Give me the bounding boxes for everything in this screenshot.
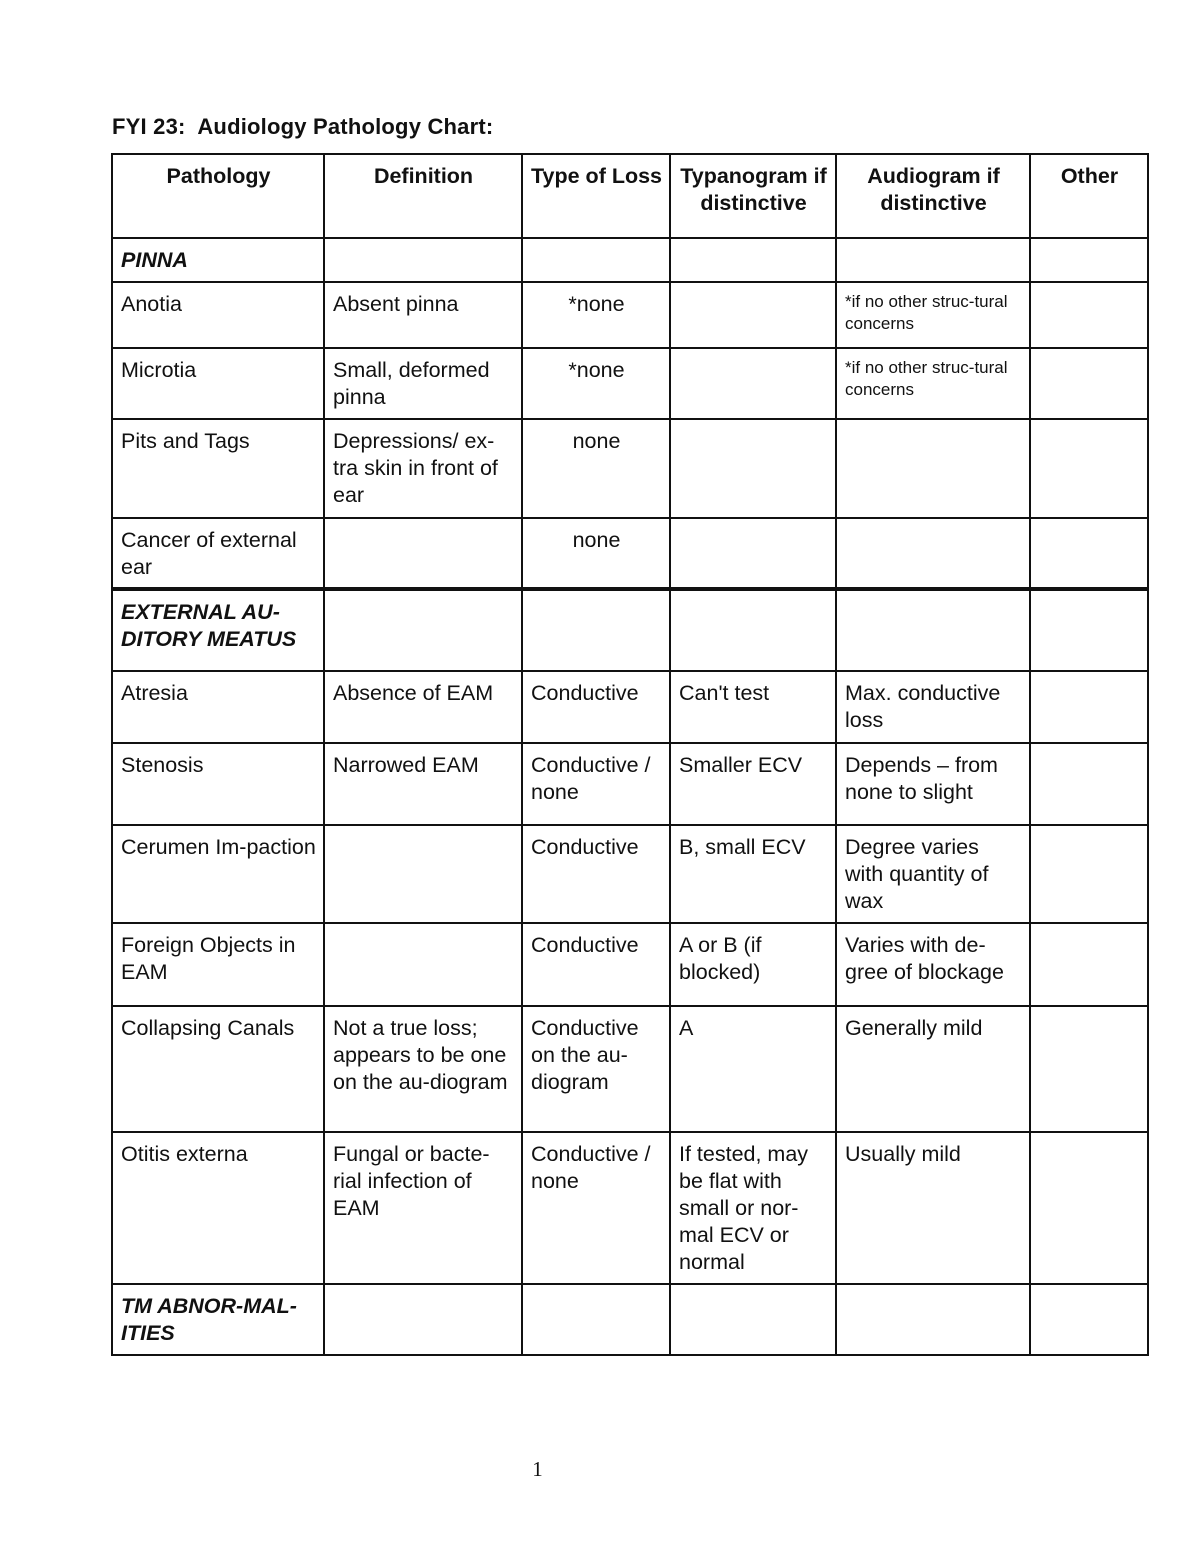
table-row	[112, 743, 1148, 825]
pathology-cell: Cancer of external ear	[112, 518, 324, 589]
audiogram-cell: Generally mild	[836, 1006, 1030, 1132]
table-row	[112, 1132, 1148, 1284]
table-cell	[522, 1284, 670, 1355]
type-of-loss-cell: none	[522, 518, 670, 589]
header-type-of-loss: Type of Loss	[522, 154, 670, 238]
pathology-cell: Stenosis	[112, 743, 324, 825]
header-audiogram: Audiogram if distinctive	[836, 154, 1030, 238]
definition-cell: Narrowed EAM	[324, 743, 522, 825]
pathology-cell: Cerumen Im-paction	[112, 825, 324, 923]
pathology-table	[111, 153, 1149, 1356]
table-cell	[1030, 1284, 1148, 1355]
definition-cell	[324, 923, 522, 1006]
table-cell	[836, 1284, 1030, 1355]
table-cell	[836, 589, 1030, 671]
definition-cell: Small, deformed pinna	[324, 348, 522, 419]
section-row	[112, 238, 1148, 282]
definition-cell	[324, 825, 522, 923]
table-cell	[1030, 589, 1148, 671]
other-cell	[1030, 743, 1148, 825]
pathology-cell: Anotia	[112, 282, 324, 348]
pathology-cell: Atresia	[112, 671, 324, 743]
table-cell	[324, 589, 522, 671]
typanogram-cell: A	[670, 1006, 836, 1132]
other-cell	[1030, 825, 1148, 923]
table-cell	[324, 1284, 522, 1355]
pathology-cell: Foreign Objects in EAM	[112, 923, 324, 1006]
audiogram-cell: *if no other struc-tural concerns	[836, 282, 1030, 348]
type-of-loss-cell: Conductive / none	[522, 743, 670, 825]
typanogram-cell	[670, 419, 836, 518]
typanogram-cell	[670, 282, 836, 348]
type-of-loss-cell: *none	[522, 282, 670, 348]
section-label: EXTERNAL AU-DITORY MEATUS	[112, 589, 324, 671]
table-row	[112, 923, 1148, 1006]
type-of-loss-cell: Conductive	[522, 923, 670, 1006]
audiogram-cell: Varies with de-gree of blockage	[836, 923, 1030, 1006]
pathology-cell: Otitis externa	[112, 1132, 324, 1284]
typanogram-cell	[670, 518, 836, 589]
table-row	[112, 825, 1148, 923]
type-of-loss-cell: Conductive / none	[522, 1132, 670, 1284]
other-cell	[1030, 923, 1148, 1006]
section-row	[112, 589, 1148, 671]
audiogram-cell	[836, 518, 1030, 589]
audiogram-cell: Usually mild	[836, 1132, 1030, 1284]
audiogram-cell: *if no other struc-tural concerns	[836, 348, 1030, 419]
other-cell	[1030, 1006, 1148, 1132]
other-cell	[1030, 518, 1148, 589]
other-cell	[1030, 282, 1148, 348]
table-cell	[670, 589, 836, 671]
other-cell	[1030, 671, 1148, 743]
section-label: TM ABNOR-MAL-ITIES	[112, 1284, 324, 1355]
header-definition: Definition	[324, 154, 522, 238]
section-row	[112, 1284, 1148, 1355]
table-cell	[670, 238, 836, 282]
type-of-loss-cell: Conductive	[522, 671, 670, 743]
audiogram-cell	[836, 419, 1030, 518]
header-other: Other	[1030, 154, 1148, 238]
table-cell	[522, 589, 670, 671]
type-of-loss-cell: none	[522, 419, 670, 518]
audiogram-cell: Depends – from none to slight	[836, 743, 1030, 825]
typanogram-cell: Can't test	[670, 671, 836, 743]
definition-cell: Absence of EAM	[324, 671, 522, 743]
table-row	[112, 282, 1148, 348]
type-of-loss-cell: Conductive	[522, 825, 670, 923]
table-cell	[1030, 238, 1148, 282]
typanogram-cell	[670, 348, 836, 419]
definition-cell: Not a true loss; appears to be one on the au-diogram	[324, 1006, 522, 1132]
table-header-row	[112, 154, 1148, 238]
type-of-loss-cell: *none	[522, 348, 670, 419]
table-cell	[522, 238, 670, 282]
definition-cell: Fungal or bacte-rial infection of EAM	[324, 1132, 522, 1284]
definition-cell: Absent pinna	[324, 282, 522, 348]
table-row	[112, 419, 1148, 518]
typanogram-cell: B, small ECV	[670, 825, 836, 923]
other-cell	[1030, 1132, 1148, 1284]
table-cell	[324, 238, 522, 282]
pathology-cell: Pits and Tags	[112, 419, 324, 518]
page-number: 1	[532, 1457, 543, 1481]
type-of-loss-cell: Conductive on the au-diogram	[522, 1006, 670, 1132]
audiogram-cell: Max. conductive loss	[836, 671, 1030, 743]
table-row	[112, 348, 1148, 419]
table-cell	[670, 1284, 836, 1355]
typanogram-cell: Smaller ECV	[670, 743, 836, 825]
other-cell	[1030, 419, 1148, 518]
definition-cell	[324, 518, 522, 589]
pathology-cell: Microtia	[112, 348, 324, 419]
header-typanogram: Typanogram if distinctive	[670, 154, 836, 238]
typanogram-cell: If tested, may be flat with small or nor-mal ECV or normal	[670, 1132, 836, 1284]
document-title: FYI 23: Audiology Pathology Chart:	[112, 114, 494, 139]
section-label: PINNA	[112, 238, 324, 282]
table-row	[112, 1006, 1148, 1132]
definition-cell: Depressions/ ex-tra skin in front of ear	[324, 419, 522, 518]
table-row	[112, 518, 1148, 589]
table-cell	[836, 238, 1030, 282]
typanogram-cell: A or B (if blocked)	[670, 923, 836, 1006]
pathology-cell: Collapsing Canals	[112, 1006, 324, 1132]
table-row	[112, 671, 1148, 743]
other-cell	[1030, 348, 1148, 419]
header-pathology: Pathology	[112, 154, 324, 238]
audiogram-cell: Degree varies with quantity of wax	[836, 825, 1030, 923]
